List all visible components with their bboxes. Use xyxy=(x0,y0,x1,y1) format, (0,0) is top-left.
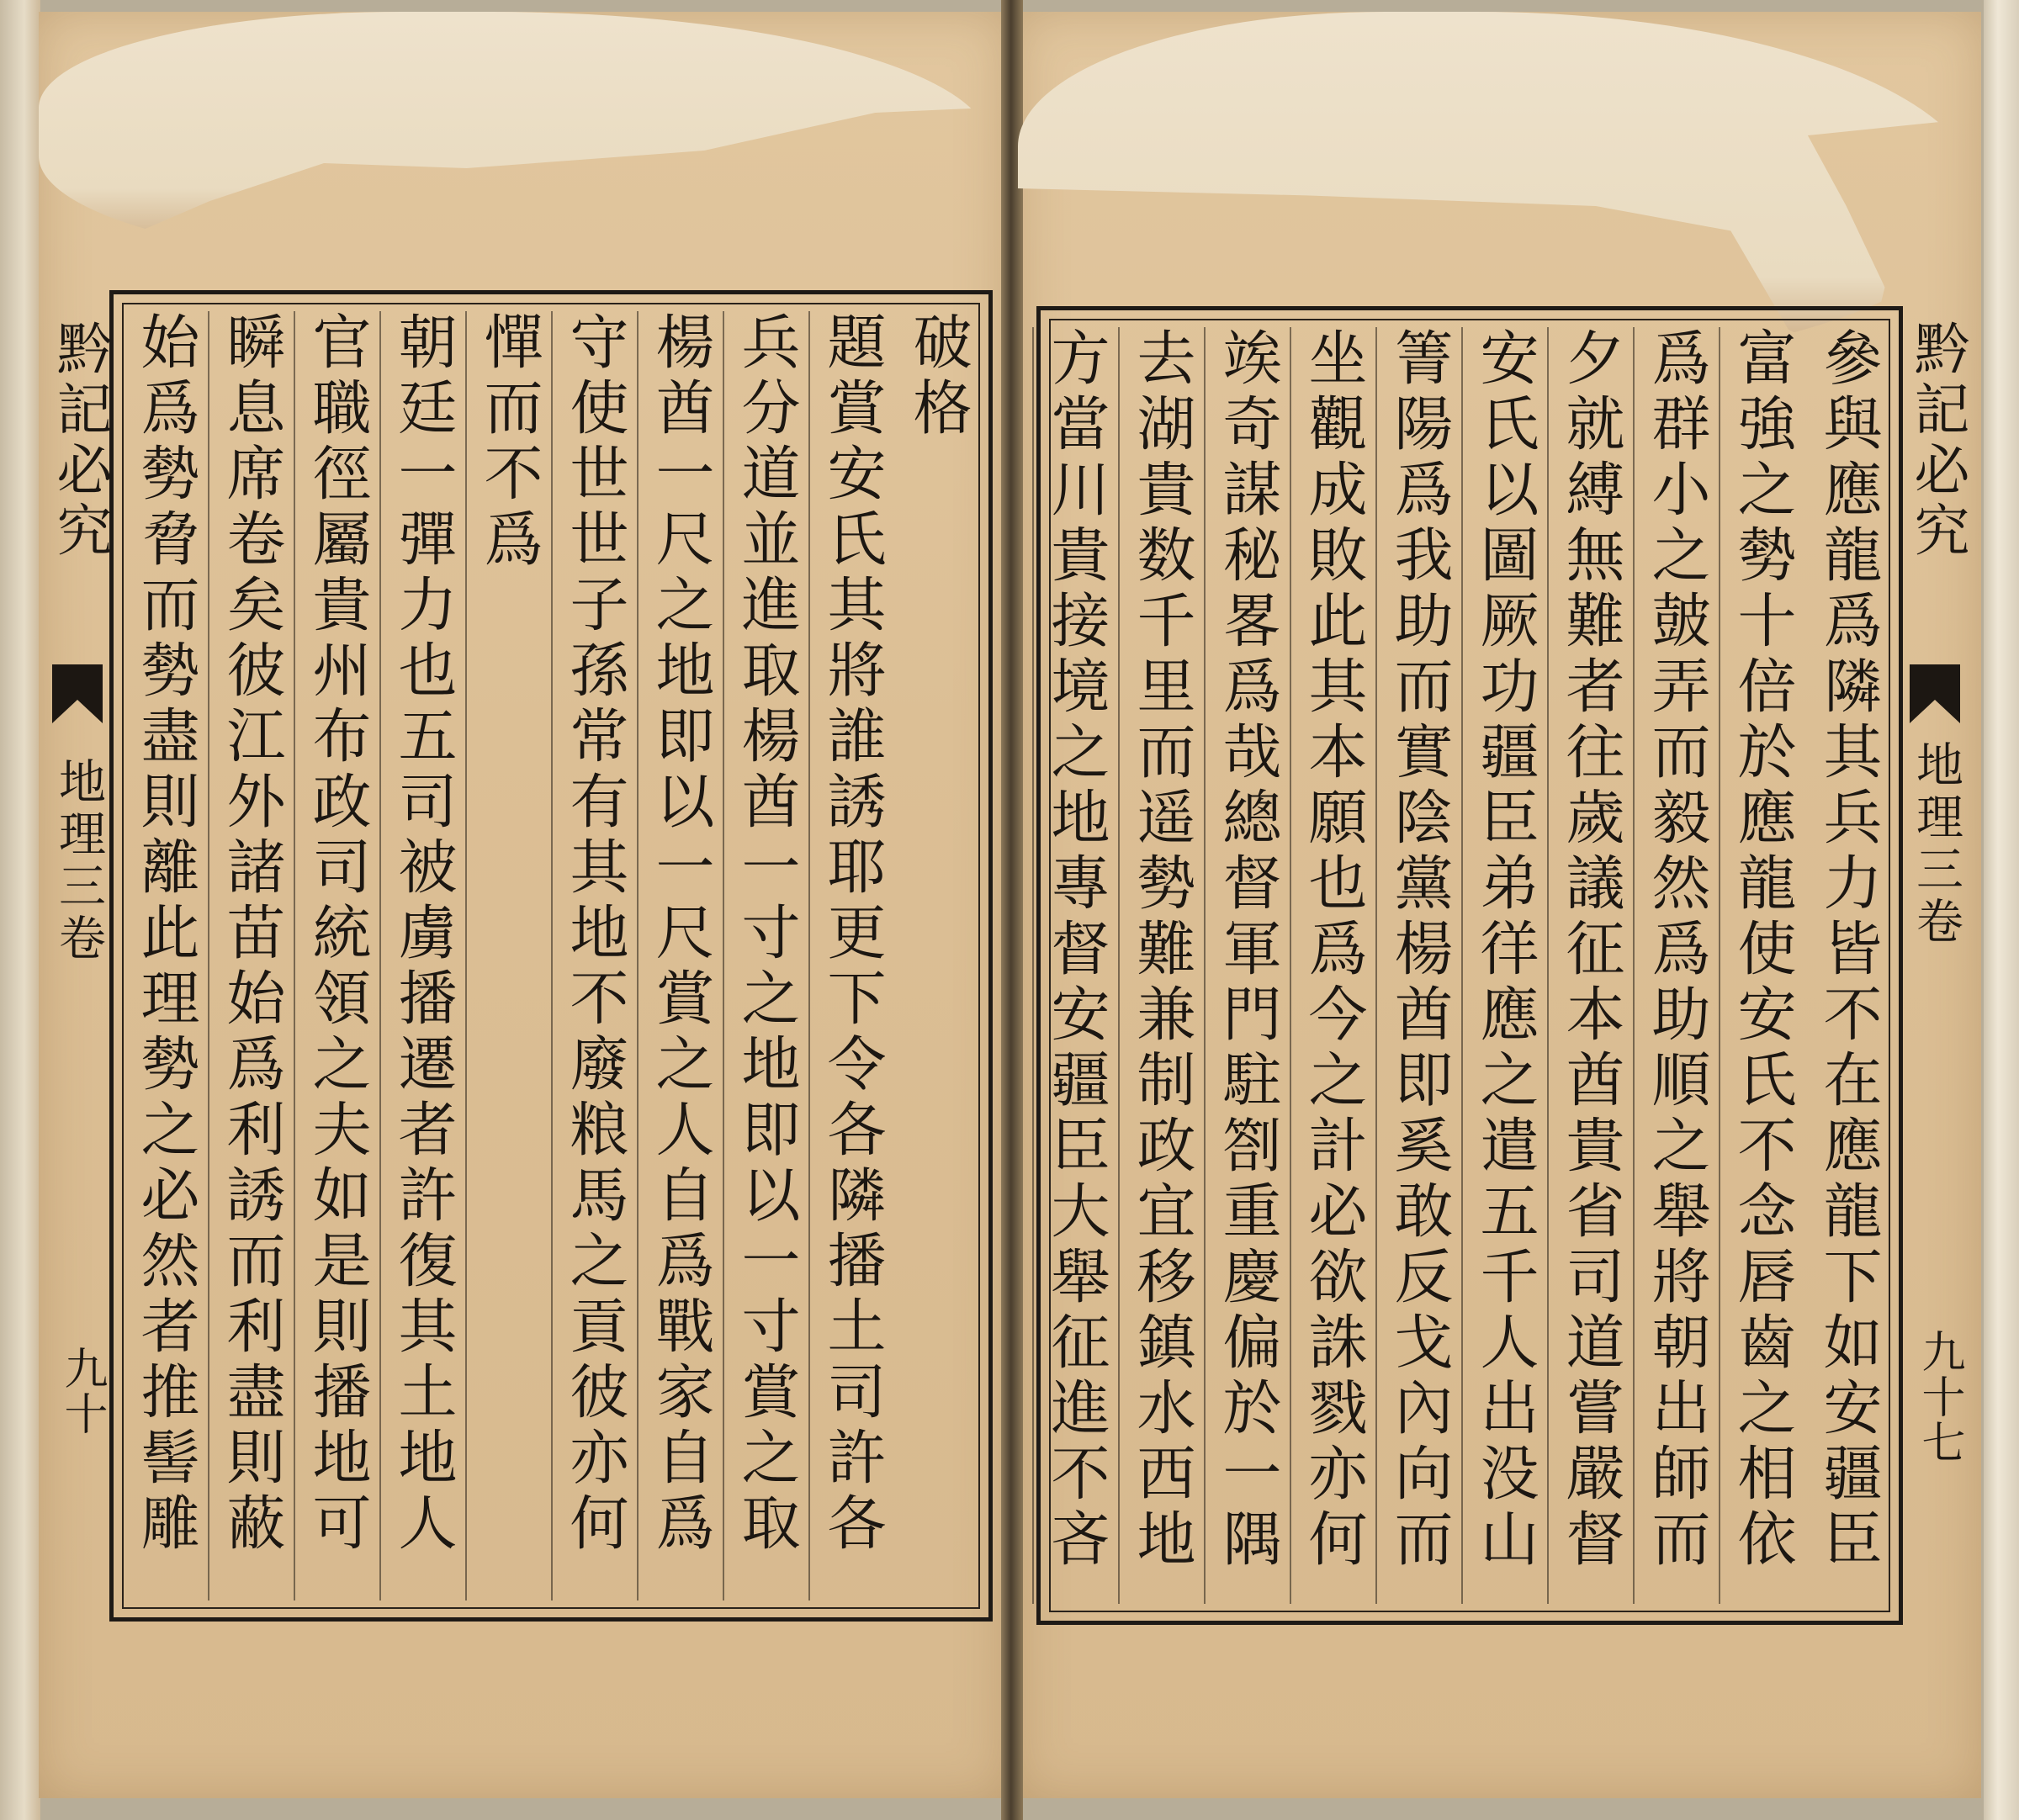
right-column-7: 坐觀成敗此其本願也爲今之計必欲誅戮亦何 xyxy=(1290,327,1375,1604)
left-column-4: 楊酋一尺之地即以一尺賞之人自爲戰家自爲 xyxy=(637,311,723,1600)
left-column-5: 守使世世子孫常有其地不廢粮馬之貢彼亦何 xyxy=(551,311,637,1600)
left-column-2: 題賞安氏其將誰誘耶更下令各隣播土司許各 xyxy=(808,311,894,1600)
left-column-9: 瞬息席卷矣彼江外諸苗始爲利誘而利盡則蔽 xyxy=(208,311,294,1600)
right-page-edge xyxy=(1984,0,2019,1820)
right-side-title: 黔記必究 xyxy=(1905,320,1969,562)
right-column-6: 箐陽爲我助而實陰黨楊酋即奚敢反戈內向而 xyxy=(1375,327,1461,1604)
right-column-4: 夕就縛無難者往歲議征本酋貴省司道嘗嚴督 xyxy=(1547,327,1633,1604)
left-column-8: 官職徑屬貴州布政司統領之夫如是則播地可 xyxy=(294,311,379,1600)
right-column-2: 富強之勢十倍於應龍使安氏不念唇齒之相依 xyxy=(1719,327,1804,1604)
left-column-6: 憚而不爲 xyxy=(465,311,551,1600)
right-column-9: 去湖貴数千里而遥勢難兼制政宜移鎮水西地 xyxy=(1118,327,1204,1604)
left-side-title: 黔記必究 xyxy=(47,320,112,562)
right-column-1: 參與應龍爲隣其兵力皆不在應龍下如安疆臣 xyxy=(1814,327,1883,1574)
right-text-frame xyxy=(1036,306,1903,1625)
right-column-3: 爲群小之皷弄而毅然爲助順之舉將朝出師而 xyxy=(1633,327,1719,1604)
left-text-frame xyxy=(109,290,993,1622)
right-side-folio: 九十七 xyxy=(1914,1329,1964,1465)
right-column-5: 安氏以圖厥功疆臣弟徉應之遣五千人出没山 xyxy=(1461,327,1547,1604)
left-column-10: 始爲勢脅而勢盡則離此理勢之必然者推髻雕 xyxy=(122,311,208,1600)
left-column-1: 破格 xyxy=(904,311,972,442)
left-column-3: 兵分道並進取楊酋一寸之地即以一寸賞之取 xyxy=(723,311,808,1600)
left-column-7: 朝廷一彈力也五司被虜播遷者許復其土地人 xyxy=(379,311,465,1600)
left-page-edge xyxy=(0,0,40,1820)
right-side-section: 地理三卷 xyxy=(1909,740,1963,949)
left-side-section: 地理三卷 xyxy=(51,757,106,966)
left-side-folio: 九十 xyxy=(56,1346,107,1436)
right-column-10: 方當川貴接境之地專督安疆臣大舉征進不吝 xyxy=(1032,327,1118,1604)
right-column-8: 竢奇謀秘畧爲哉總督軍門駐劄重慶偏於一隅 xyxy=(1204,327,1290,1604)
book-gutter xyxy=(1001,0,1023,1820)
